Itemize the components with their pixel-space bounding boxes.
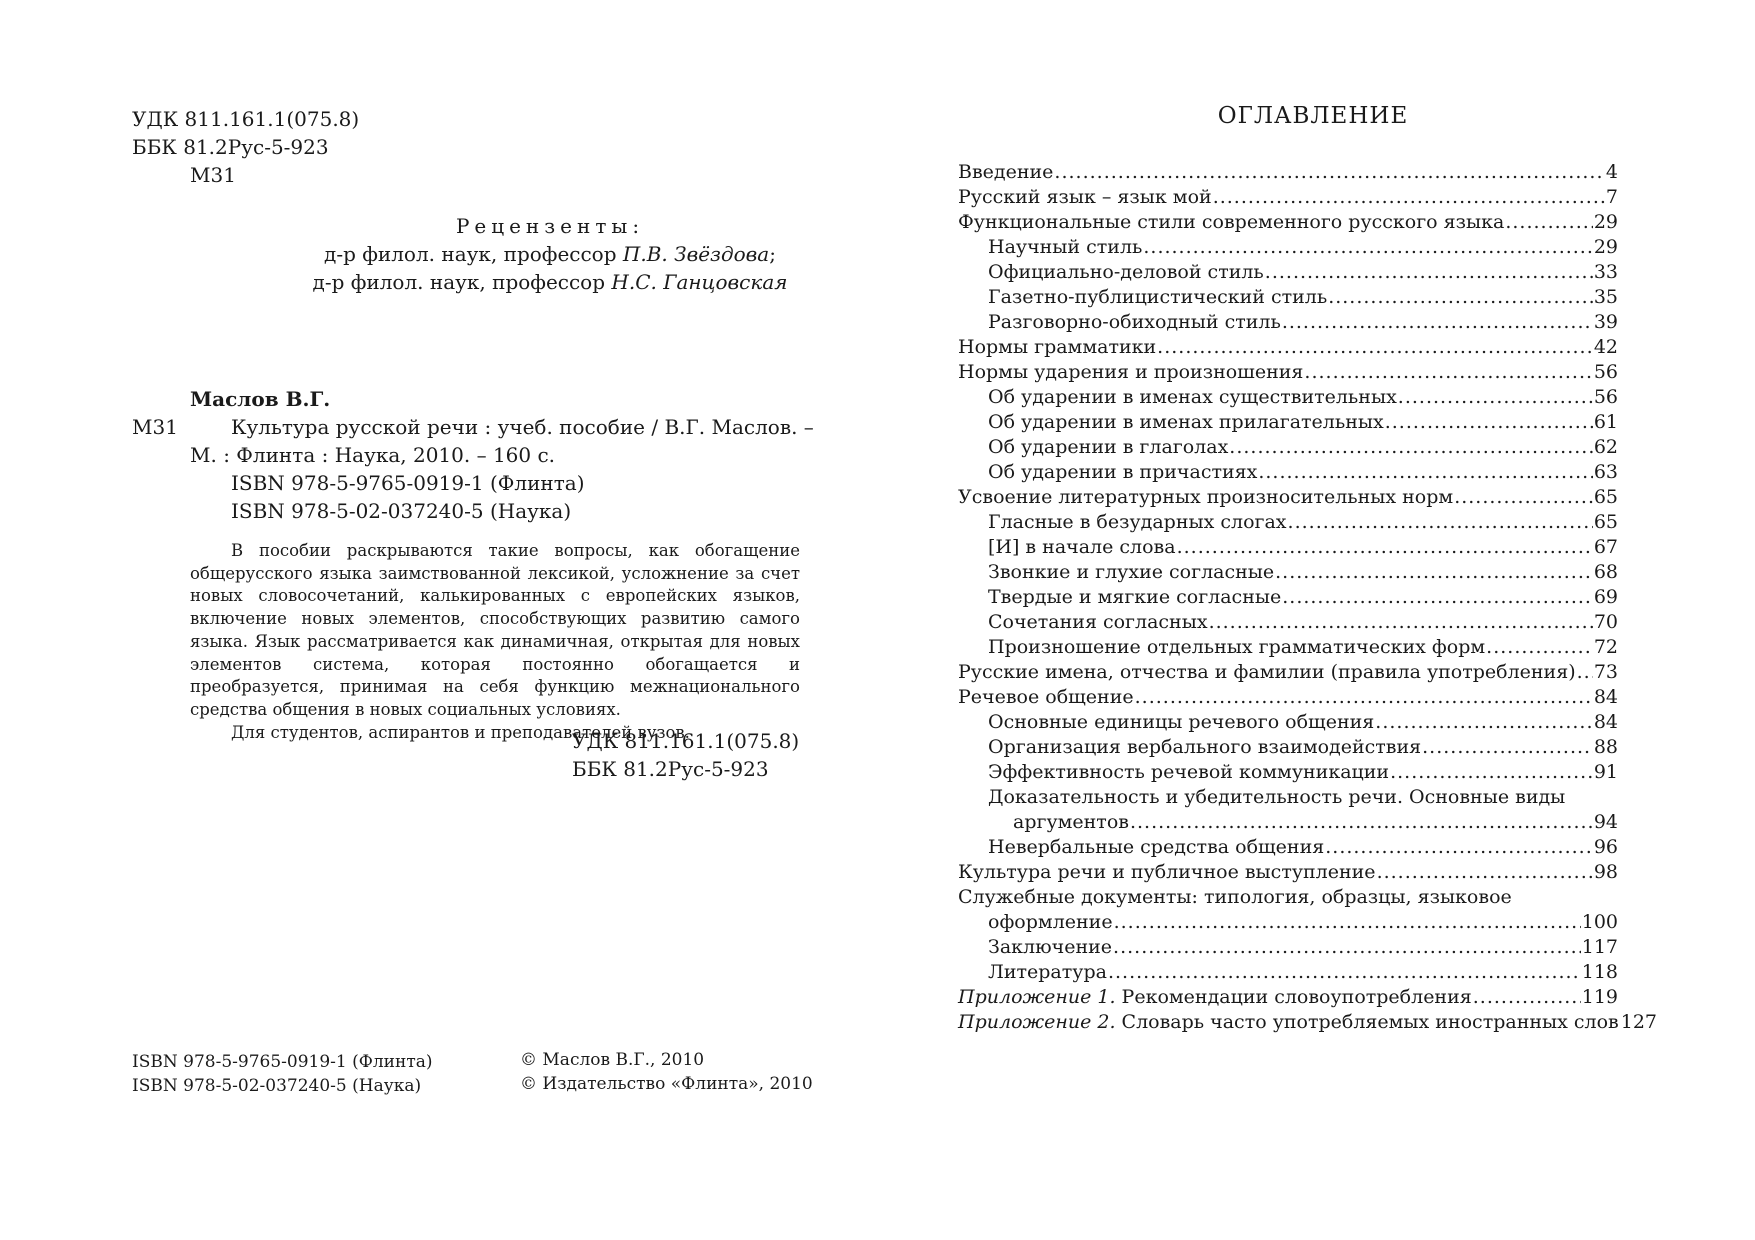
toc-item[interactable] xyxy=(958,610,1618,635)
toc-item[interactable] xyxy=(958,410,1618,435)
toc-item[interactable] xyxy=(958,935,1618,960)
toc-leader-dots xyxy=(1473,985,1581,1010)
toc-item-page: 84 xyxy=(1593,711,1618,733)
toc-item[interactable] xyxy=(958,635,1618,660)
toc-item-page: 88 xyxy=(1593,736,1618,758)
toc-leader-dots xyxy=(1130,810,1593,835)
toc-item-continuation[interactable] xyxy=(958,910,1618,935)
isbn-footer-nauka: ISBN 978-5-02-037240-5 (Наука) xyxy=(132,1076,422,1096)
toc-leader-dots xyxy=(1377,860,1593,885)
toc-leader-dots xyxy=(1328,285,1593,310)
reviewer-1 xyxy=(165,240,935,268)
toc-item[interactable] xyxy=(958,685,1618,710)
toc-item-page: 35 xyxy=(1593,286,1618,308)
toc-item-continuation[interactable] xyxy=(958,810,1618,835)
toc-item-title: Разговорно-обиходный стиль xyxy=(988,311,1281,333)
toc-leader-dots xyxy=(1157,335,1593,360)
reviewers-heading: Рецензенты: xyxy=(455,214,645,238)
toc-item[interactable] xyxy=(958,560,1618,585)
toc-item[interactable] xyxy=(958,535,1618,560)
toc-leader-dots xyxy=(1304,360,1592,385)
toc-item[interactable] xyxy=(958,435,1618,460)
toc-leader-dots xyxy=(1265,260,1593,285)
reviewer-1-punct: ; xyxy=(769,242,776,266)
bibliographic-record xyxy=(190,413,814,525)
toc-item-title: Произношение отдельных грамматических форм xyxy=(988,636,1486,658)
toc-leader-dots xyxy=(1454,485,1593,510)
toc-item-page: 119 xyxy=(1581,986,1618,1008)
toc-item-page: 117 xyxy=(1581,936,1618,958)
toc-item-page: 118 xyxy=(1581,961,1618,983)
toc-leader-dots xyxy=(1113,935,1581,960)
bbk-code: ББК 81.2Рус-5-923 xyxy=(132,135,329,159)
abstract xyxy=(190,540,800,744)
udk-code-repeat: УДК 811.161.1(075.8) xyxy=(572,729,800,753)
toc-item-page: 68 xyxy=(1593,561,1618,583)
toc-item-title: Организация вербального взаимодействия xyxy=(988,736,1422,758)
author-sign-code: М31 xyxy=(190,163,236,187)
toc-item-title: Научный стиль xyxy=(988,236,1143,258)
toc-item-title: Русские имена, отчества и фамилии (правила употребления) xyxy=(958,661,1576,683)
appendix-title: Рекомендации словоупотребления xyxy=(1115,986,1472,1008)
toc-leader-dots xyxy=(1143,235,1592,260)
toc-item-title: Заключение xyxy=(988,936,1113,958)
toc-item-page: 67 xyxy=(1593,536,1618,558)
toc-item[interactable] xyxy=(958,960,1618,985)
toc-leader-dots xyxy=(1577,660,1593,685)
toc-leader-dots xyxy=(1229,435,1593,460)
abstract-paragraph: В пособии раскрываются такие вопросы, как обогащение общерусского языка заимствованной лексикой, усложнение за счет новых словосочетаний, калькированных с европейских языков, включение новых элементов, способствующих развитию самого языка. Язык рассматривается как динамичная, открытая для новых элементов система, которая постоянно обогащается и преобразуется, принимая на себя функцию межнационального средства общения в новых социальных условиях. xyxy=(190,541,800,719)
toc-item-page: 7 xyxy=(1605,186,1618,208)
toc-item[interactable] xyxy=(958,710,1618,735)
reviewers-block xyxy=(165,212,935,296)
isbn-nauka: ISBN 978-5-02-037240-5 (Наука) xyxy=(231,499,572,523)
toc-item-title: Введение xyxy=(958,161,1054,183)
toc-leader-dots xyxy=(1054,160,1604,185)
toc-item[interactable] xyxy=(958,335,1618,360)
copyright-publisher: © Издательство «Флинта», 2010 xyxy=(520,1074,813,1094)
toc-item-title: Об ударении в причастиях xyxy=(988,461,1258,483)
toc-leader-dots xyxy=(1486,635,1593,660)
bib-code: М31 xyxy=(132,415,178,439)
toc-item-page: 39 xyxy=(1593,311,1618,333)
toc-item-title: Об ударении в именах существительных xyxy=(988,386,1397,408)
toc-leader-dots xyxy=(1398,385,1593,410)
toc-item-page: 98 xyxy=(1593,861,1618,883)
toc-item-page: 84 xyxy=(1593,686,1618,708)
toc-item-page: 42 xyxy=(1593,336,1618,358)
toc-item[interactable] xyxy=(958,985,1618,1010)
toc-item-title: Нормы ударения и произношения xyxy=(958,361,1304,383)
toc-item-page: 33 xyxy=(1593,261,1618,283)
reviewer-1-title: д-р филол. наук, профессор xyxy=(324,242,623,266)
udk-code: УДК 811.161.1(075.8) xyxy=(132,107,360,131)
toc-item-title: Речевое общение xyxy=(958,686,1134,708)
toc-item-first-line[interactable]: Служебные документы: типология, образцы, языковое xyxy=(958,886,1512,908)
toc-item[interactable] xyxy=(958,185,1618,210)
toc-leader-dots xyxy=(1177,535,1593,560)
toc-leader-dots xyxy=(1385,410,1593,435)
audience-paragraph: Для студентов, аспирантов и преподавателей вузов. xyxy=(231,722,690,742)
toc-item-title: Твердые и мягкие согласные xyxy=(988,586,1282,608)
toc-item-page: 63 xyxy=(1593,461,1618,483)
toc-item-title: Звонкие и глухие согласные xyxy=(988,561,1275,583)
isbn-flinta: ISBN 978-5-9765-0919-1 (Флинта) xyxy=(231,471,585,495)
toc-item-title: Гласные в безударных слогах xyxy=(988,511,1287,533)
toc-item-page: 127 xyxy=(1620,1011,1658,1033)
toc-item-title: Усвоение литературных произносительных норм xyxy=(958,486,1454,508)
toc-leader-dots xyxy=(1505,210,1592,235)
toc-item-page: 62 xyxy=(1593,436,1618,458)
toc-item-page: 100 xyxy=(1581,911,1618,933)
toc-item[interactable] xyxy=(958,235,1618,260)
toc-item-title: Функциональные стили современного русского языка xyxy=(958,211,1505,233)
toc-item[interactable] xyxy=(958,310,1618,335)
toc-item[interactable] xyxy=(958,160,1618,185)
toc-item[interactable] xyxy=(958,760,1618,785)
toc-item-title: аргументов xyxy=(1013,811,1129,833)
bib-line-2: М. : Флинта : Наука, 2010. – 160 с. xyxy=(190,443,556,467)
toc-item-page: 94 xyxy=(1593,811,1618,833)
toc-item-title: Литература xyxy=(988,961,1107,983)
table-of-contents xyxy=(958,160,1658,1035)
toc-leader-dots xyxy=(1209,610,1593,635)
toc-leader-dots xyxy=(1275,560,1593,585)
toc-item[interactable] xyxy=(958,385,1618,410)
toc-item-title: Официально-деловой стиль xyxy=(988,261,1264,283)
toc-item-page: 29 xyxy=(1593,236,1618,258)
toc-leader-dots xyxy=(1422,735,1593,760)
copyright-author: © Маслов В.Г., 2010 xyxy=(520,1050,705,1070)
reviewer-2 xyxy=(165,268,935,296)
toc-item[interactable] xyxy=(958,510,1618,535)
toc-item-page: 65 xyxy=(1593,511,1618,533)
toc-item[interactable] xyxy=(958,585,1618,610)
toc-item-page: 56 xyxy=(1593,361,1618,383)
toc-item[interactable] xyxy=(958,285,1618,310)
toc-item-page: 56 xyxy=(1593,386,1618,408)
toc-item-title: Нормы грамматики xyxy=(958,336,1157,358)
toc-item-title xyxy=(958,985,1472,1010)
toc-item-title: Невербальные средства общения xyxy=(988,836,1325,858)
toc-leader-dots xyxy=(1258,460,1592,485)
toc-item-title: [И] в начале слова xyxy=(988,536,1176,558)
bbk-code-repeat: ББК 81.2Рус-5-923 xyxy=(572,757,769,781)
toc-item-page: 4 xyxy=(1605,161,1618,183)
author-name: Маслов В.Г. xyxy=(190,387,331,411)
toc-item[interactable] xyxy=(958,735,1618,760)
toc-item-title: Эффективность речевой коммуникации xyxy=(988,761,1390,783)
toc-item-page: 61 xyxy=(1593,411,1618,433)
toc-item-page: 73 xyxy=(1593,661,1618,683)
toc-item-page: 96 xyxy=(1593,836,1618,858)
classification-codes-repeat xyxy=(572,727,799,783)
toc-item[interactable] xyxy=(958,360,1618,385)
toc-item-title: Газетно-публицистический стиль xyxy=(988,286,1328,308)
isbn-footer-flinta: ISBN 978-5-9765-0919-1 (Флинта) xyxy=(132,1052,433,1072)
toc-item[interactable] xyxy=(958,1010,1658,1035)
toc-leader-dots xyxy=(1325,835,1593,860)
toc-item-page: 29 xyxy=(1593,211,1618,233)
toc-item[interactable] xyxy=(958,860,1618,885)
toc-item-page: 72 xyxy=(1593,636,1618,658)
reviewer-2-title: д-р филол. наук, профессор xyxy=(312,270,612,294)
toc-leader-dots xyxy=(1213,185,1605,210)
toc-leader-dots xyxy=(1114,910,1581,935)
appendix-title: Словарь часто употребляемых иностранных слов xyxy=(1115,1011,1619,1033)
toc-leader-dots xyxy=(1288,510,1593,535)
toc-leader-dots xyxy=(1135,685,1593,710)
toc-item-title: Основные единицы речевого общения xyxy=(988,711,1375,733)
toc-leader-dots xyxy=(1282,310,1593,335)
toc-item-title: Сочетания согласных xyxy=(988,611,1208,633)
toc-item-page: 70 xyxy=(1593,611,1618,633)
toc-item-title: Об ударении в именах прилагательных xyxy=(988,411,1384,433)
toc-leader-dots xyxy=(1390,760,1593,785)
toc-item-page: 65 xyxy=(1593,486,1618,508)
appendix-label: Приложение 1. xyxy=(958,986,1116,1008)
toc-item-first-line[interactable]: Доказательность и убедительность речи. Основные виды xyxy=(988,786,1566,808)
reviewer-2-name: Н.С. Ганцовская xyxy=(611,270,788,294)
toc-title: ОГЛАВЛЕНИЕ xyxy=(1217,103,1409,129)
toc-item-title: оформление xyxy=(988,911,1113,933)
toc-item[interactable] xyxy=(958,210,1618,235)
toc-leader-dots xyxy=(1375,710,1593,735)
toc-item-page: 91 xyxy=(1593,761,1618,783)
appendix-label: Приложение 2. xyxy=(958,1011,1116,1033)
classification-codes xyxy=(132,105,359,189)
toc-item-title: Культура речи и публичное выступление xyxy=(958,861,1376,883)
copyright-block xyxy=(520,1048,813,1096)
toc-item[interactable] xyxy=(958,485,1618,510)
toc-item[interactable] xyxy=(958,660,1618,685)
reviewer-1-name: П.В. Звёздова xyxy=(622,242,770,266)
toc-item[interactable] xyxy=(958,260,1618,285)
toc-item-page: 69 xyxy=(1593,586,1618,608)
toc-item-title: Русский язык – язык мой xyxy=(958,186,1212,208)
toc-leader-dots xyxy=(1282,585,1593,610)
isbn-footer xyxy=(132,1050,433,1098)
toc-item[interactable] xyxy=(958,460,1618,485)
toc-leader-dots xyxy=(1108,960,1581,985)
toc-item-title xyxy=(958,1010,1619,1035)
toc-item-title: Об ударении в глаголах xyxy=(988,436,1229,458)
bib-line-1: Культура русской речи : учеб. пособие / В.Г. Маслов. – xyxy=(231,415,814,439)
toc-item[interactable] xyxy=(958,835,1618,860)
